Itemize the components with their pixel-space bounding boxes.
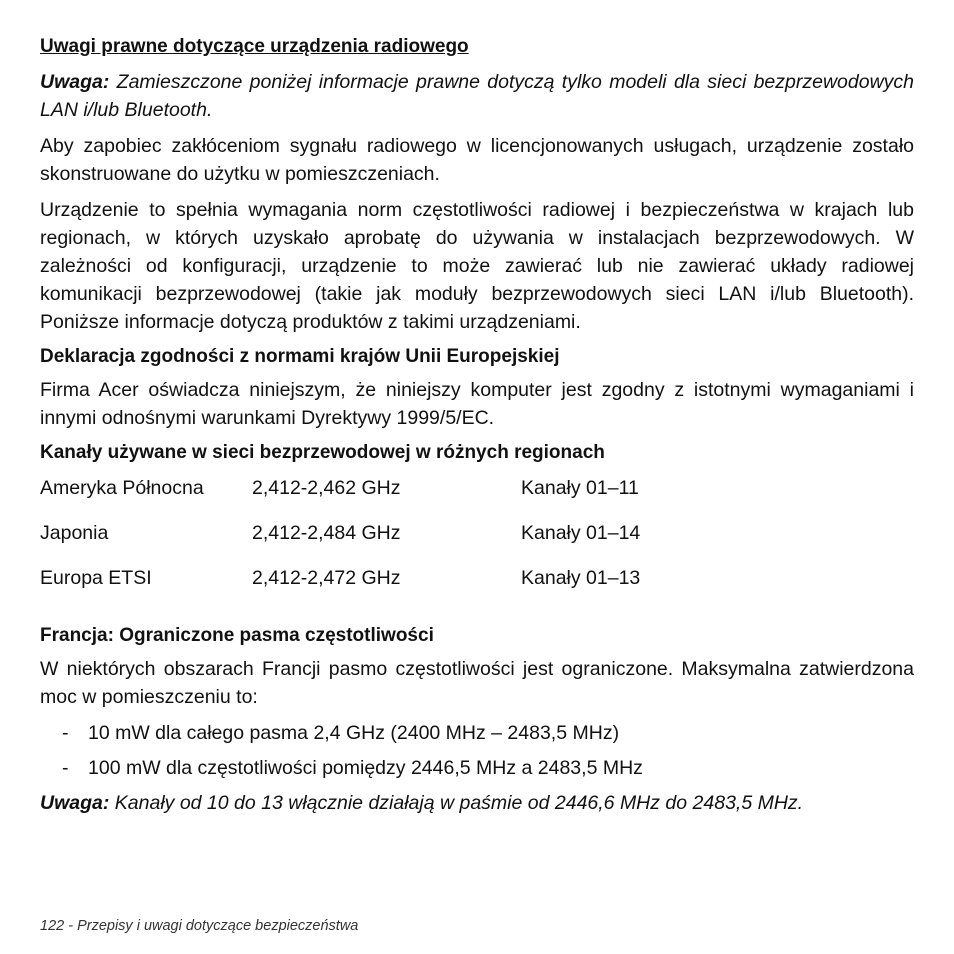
- paragraph-france: W niektórych obszarach Francji pasmo częstotliwości jest ograniczone. Maksymalna zatwierdzona moc w pomieszczeniu to:: [40, 658, 914, 708]
- paragraph-eu-declaration: Firma Acer oświadcza niniejszym, że niniejszy komputer jest zgodny z istotnymi wymaganiami i innymi odnośnymi warunkami Dyrektywy 1999/5/EC.: [40, 379, 914, 429]
- list-item-text: 10 mW dla całego pasma 2,4 GHz (2400 MHz – 2483,5 MHz): [88, 722, 620, 744]
- table-row: [40, 474, 914, 519]
- note-label: Uwaga:: [40, 792, 110, 814]
- list-item: [40, 719, 914, 747]
- section-title-eu-declaration: Deklaracja zgodności z normami krajów Unii Europejskiej: [40, 346, 560, 367]
- channels-table: [40, 474, 914, 609]
- page-content: [40, 34, 914, 825]
- table-row: [40, 564, 914, 609]
- section-title-radio-regulatory: Uwagi prawne dotyczące urządzenia radiowego: [40, 36, 469, 57]
- region-cell: Japonia: [40, 522, 109, 544]
- frequency-cell: 2,412-2,472 GHz: [252, 567, 401, 589]
- region-cell: Ameryka Północna: [40, 477, 204, 499]
- note-paragraph-channels: [40, 789, 914, 817]
- list-item-text: 100 mW dla częstotliwości pomiędzy 2446,5 MHz a 2483,5 MHz: [88, 757, 643, 779]
- note-paragraph-wlan: [40, 68, 914, 124]
- dash-bullet: -: [62, 722, 69, 744]
- note-text: Zamieszczone poniżej informacje prawne dotyczą tylko modeli dla sieci bezprzewodowych LAN i/lub Bluetooth.: [40, 71, 914, 121]
- frequency-cell: 2,412-2,484 GHz: [252, 522, 401, 544]
- note-text: Kanały od 10 do 13 włącznie działają w paśmie od 2446,6 MHz do 2483,5 MHz.: [109, 792, 804, 814]
- list-item: [40, 754, 914, 782]
- paragraph-requirements: Urządzenie to spełnia wymagania norm częstotliwości radiowej i bezpieczeństwa w krajach lub regionach, w których uzyskało aprobatę do używania w instalacjach bezprzewodowych. W zależności od konfiguracji, urządzenie to może zawierać lub nie zawierać układy radiowej komunikacji bezprzewodowej (takie jak moduły bezprzewodowych sieci LAN i/lub Bluetooth). Poniższe informacje dotyczą produktów z takimi urządzeniami.: [40, 199, 914, 333]
- channels-cell: Kanały 01–14: [521, 522, 641, 544]
- dash-bullet: -: [62, 757, 69, 779]
- power-limit-list: [40, 719, 914, 782]
- channels-cell: Kanały 01–13: [521, 567, 641, 589]
- region-cell: Europa ETSI: [40, 567, 152, 589]
- paragraph-interference: Aby zapobiec zakłóceniom sygnału radiowego w licencjonowanych usługach, urządzenie zostało skonstruowane do użytku w pomieszczeniach.: [40, 135, 914, 185]
- section-title-france: Francja: Ograniczone pasma częstotliwości: [40, 625, 434, 646]
- section-title-channels: Kanały używane w sieci bezprzewodowej w różnych regionach: [40, 442, 605, 463]
- frequency-cell: 2,412-2,462 GHz: [252, 477, 401, 499]
- channels-cell: Kanały 01–11: [521, 477, 639, 499]
- note-label: Uwaga:: [40, 71, 110, 93]
- page-footer: 122 - Przepisy i uwagi dotyczące bezpieczeństwa: [40, 918, 359, 934]
- table-row: [40, 519, 914, 564]
